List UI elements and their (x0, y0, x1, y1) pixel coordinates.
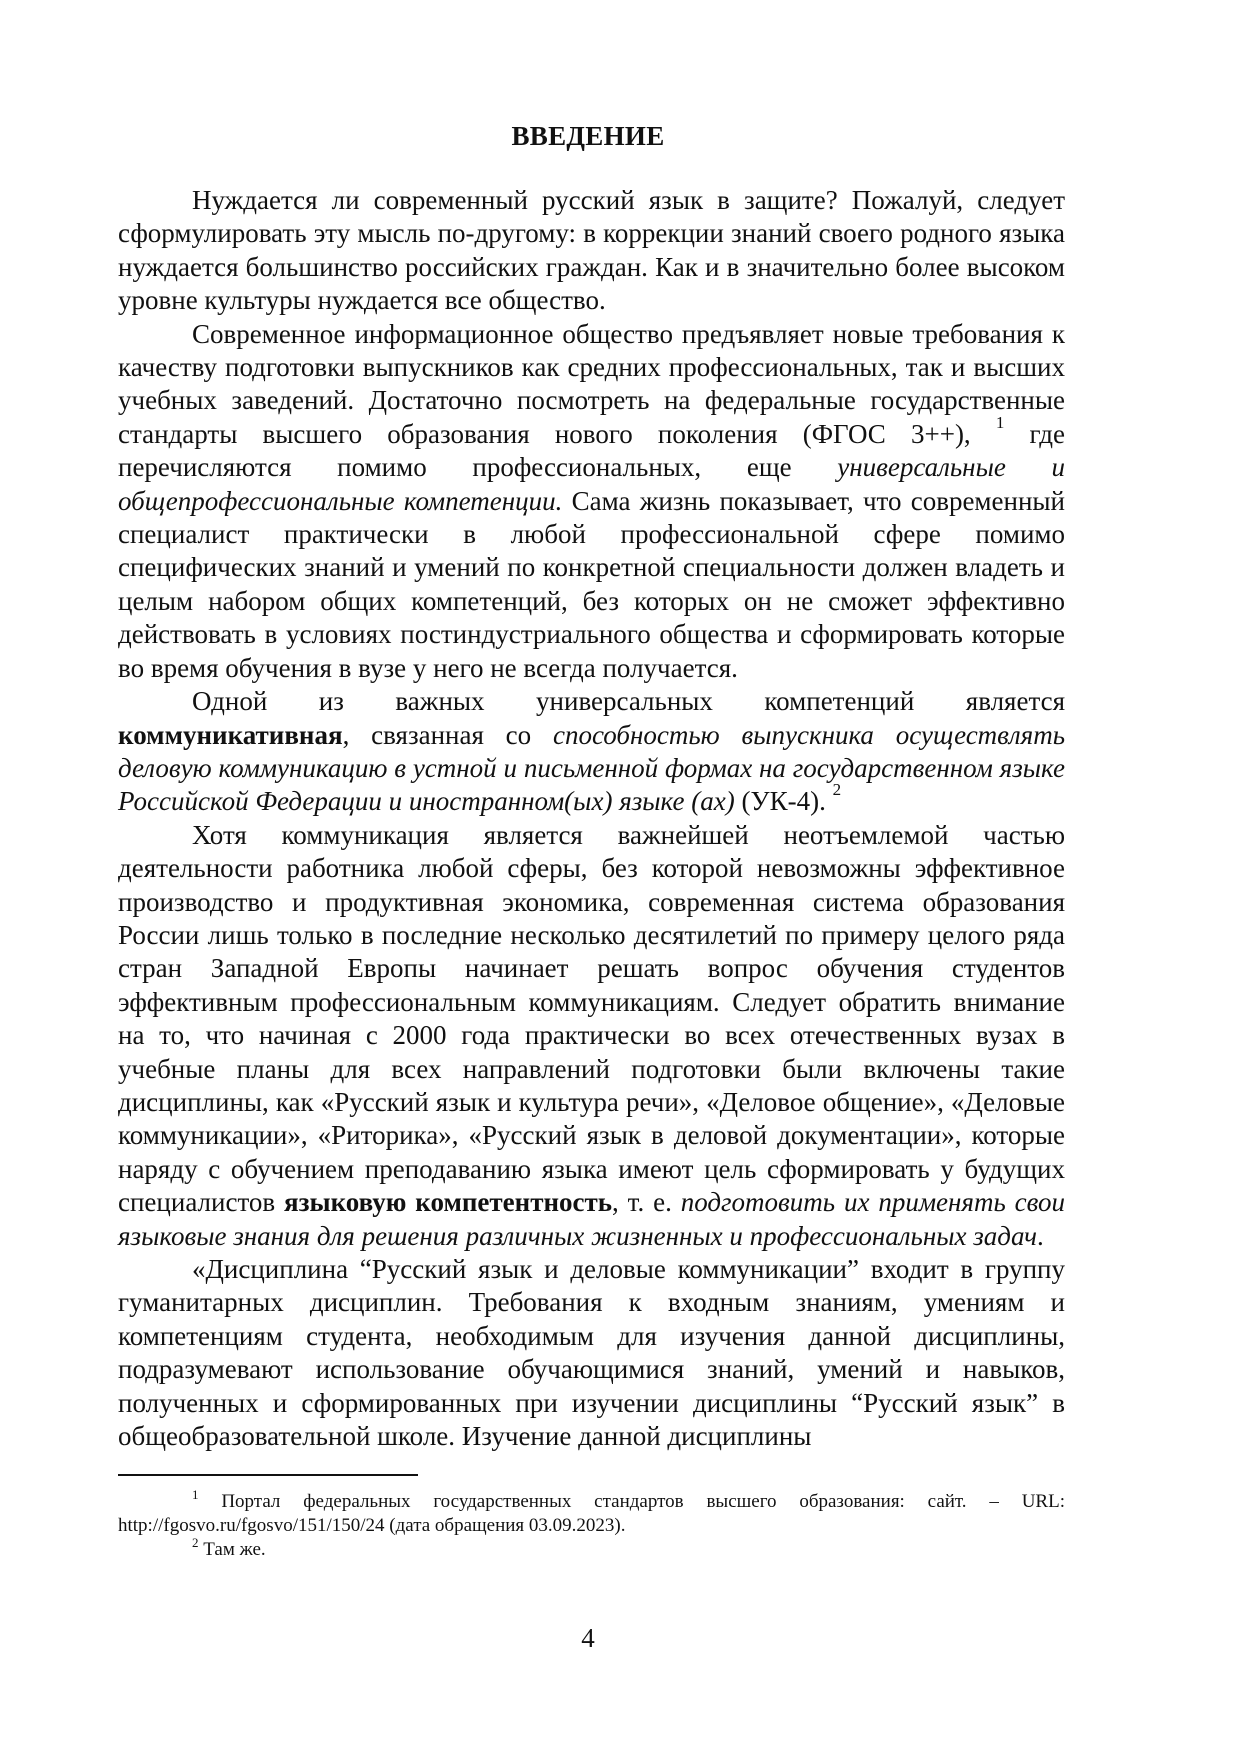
paragraph-4-italic: подготовить их применять свои языковые знания для решения различных жизненных и профессиональных задач (118, 1187, 1065, 1251)
paragraph-5: «Дисциплина “Русский язык и деловые коммуникации” входит в группу гуманитарных дисциплин. Требования к входным знаниям, умениям и компетенциям студента, необходимым для изучения данной дисциплины, подразумевают использование обучающимися знаний, умений и навыков, полученных и сформированных при изучении дисциплины “Русский язык” в общеобразовательной школе. Изучение данной дисциплины (118, 1254, 1065, 1452)
paragraph-3-italic: способностью выпускника осуществлять деловую коммуникацию в устной и письменной формах на государственном языке Российской Федерации и иностранном(ых) языке (ах) (118, 719, 1066, 817)
paragraph-3-text-b: , связанная со (342, 719, 553, 750)
footnote-mark-2: 2 (192, 1535, 199, 1550)
footnote-2-text: Там же. (198, 1539, 266, 1560)
paragraph-2-text-b: где перечисляются помимо профессиональных, еще (118, 418, 1065, 483)
footnote-mark-1: 1 (192, 1487, 199, 1502)
footnote-ref-2[interactable]: 2 (832, 780, 842, 800)
paragraph-2 (118, 318, 1065, 685)
paragraph-3-text-a: Одной из важных универсальных компетенций является (192, 686, 1065, 717)
paragraph-4-text-c: . (1036, 1220, 1044, 1251)
paragraph-4-text-a: Хотя коммуникация является важнейшей неотъемлемой частью деятельности работника любой сферы, без которой невозможны эффективное производство и продуктивная экономика, современная система образования России лишь только в последние несколько десятилетий по примеру целого ряда стран Западной Европы начинает решать вопрос обучения студентов эффективным профессиональным коммуникациям. Следует обратить внимание на то, что начиная с 2000 года практически во всех отечественных вузах в учебные планы для всех направлений подготовки были включены такие дисциплины, как «Русский язык и культура речи», «Деловое общение», «Деловые коммуникации», «Риторика», «Русский язык в деловой документации», которые наряду с обучением преподаванию языка имеют цель сформировать у будущих специалистов (118, 819, 1065, 1218)
footnote-ref-1[interactable]: 1 (995, 412, 1005, 432)
paragraph-2-italic: универсальные и общепрофессиональные компетенции. (118, 452, 1065, 516)
paragraph-2-text-c: Сама жизнь показывает, что современный специалист практически в любой профессиональной сфере помимо специфических знаний и умений по конкретной специальности должен владеть и целым набором общих компетенций, без которых он не сможет эффективно действовать в условиях постиндустриального общества и сформировать которые во время обучения в вузе у него не всегда получается. (118, 485, 1065, 683)
paragraph-4-text-b: , т. е. (612, 1187, 681, 1218)
footnote-divider (118, 1474, 418, 1476)
footnote-1-text: Портал федеральных государственных стандартов высшего образования: сайт. – URL: http://fgosvo.ru/fgosvo/151/150/24 (дата обращения 03.09.2023). (118, 1491, 1065, 1536)
footnote-2 (118, 1535, 1065, 1562)
paragraph-3-bold: коммуникативная (118, 719, 343, 750)
paragraph-2-text-a: Современное информационное общество предъявляет новые требования к качеству подготовки выпускников как средних профессиональных, так и высших учебных заведений. Достаточно посмотреть на федеральные государственные стандарты высшего образования нового поколения (ФГОС 3++), (118, 318, 1065, 449)
paragraph-3 (118, 685, 1065, 819)
paragraph-4 (118, 819, 1065, 1253)
page-number: 4 (581, 1623, 595, 1653)
paragraph-1: Нуждается ли современный русский язык в защите? Пожалуй, следует сформулировать эту мысль по-другому: в коррекции знаний своего родного языка нуждается большинство российских граждан. Как и в значительно более высоком уровне культуры нуждается все общество. (118, 185, 1065, 316)
footnote-1 (118, 1487, 1065, 1538)
footnotes (118, 1487, 1065, 1562)
paragraph-4-bold: языковую компетентность (284, 1187, 613, 1218)
page-title: ВВЕДЕНИЕ (511, 121, 665, 151)
body-text (118, 184, 1065, 1453)
paragraph-3-text-c: (УК-4). (734, 786, 833, 817)
